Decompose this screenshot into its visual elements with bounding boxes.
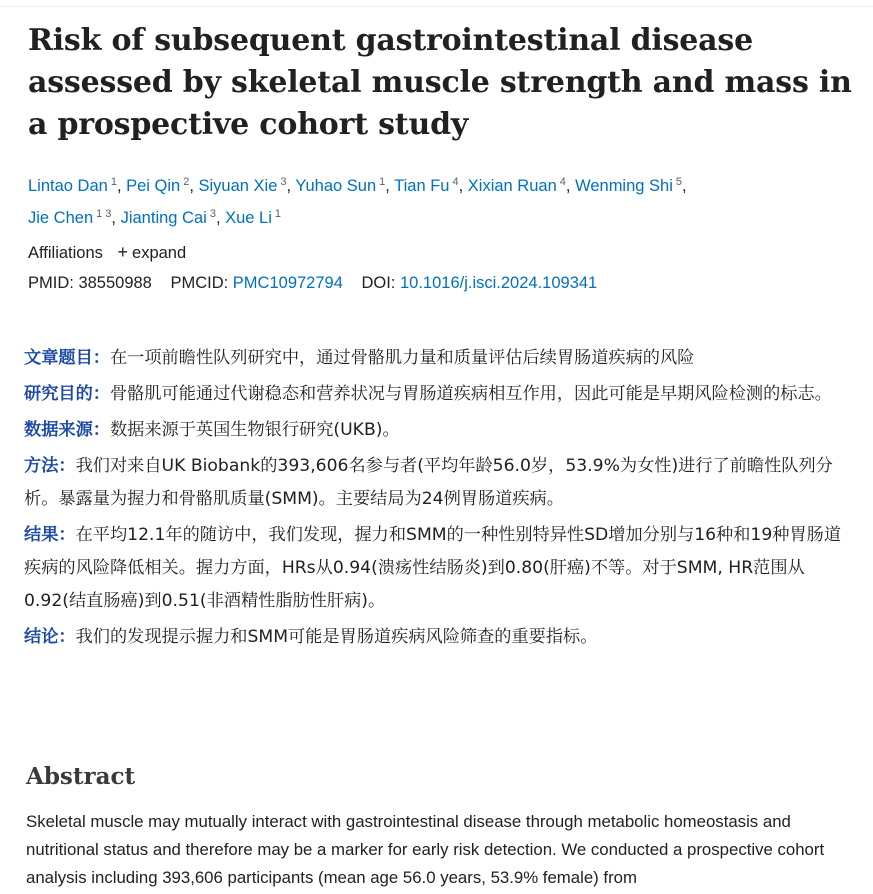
author-link[interactable]: Siyuan Xie bbox=[198, 177, 278, 195]
affiliations-row bbox=[28, 240, 186, 265]
pmcid-label: PMCID: bbox=[170, 274, 229, 292]
abstract-text: Skeletal muscle may mutually interact with gastrointestinal disease through metabolic homeostasis and nutritional status and therefore may be a marker for early risk detection. We conducted a prospective cohort analysis including 393,606 participants (mean age 56.0 years, 53.9% female) from bbox=[26, 812, 825, 887]
affiliations-label: Affiliations bbox=[28, 244, 103, 262]
summary-text: 我们的发现提示握力和SMM可能是胃肠道疾病风险筛查的重要指标。 bbox=[75, 627, 598, 647]
expand-label: expand bbox=[132, 244, 187, 262]
author-separator: , bbox=[111, 209, 121, 227]
author-list bbox=[28, 168, 848, 232]
identifiers-row bbox=[28, 271, 611, 295]
affiliation-number[interactable]: 1 3 bbox=[96, 208, 112, 220]
summary-text: 数据来源于英国生物银行研究(UKB)。 bbox=[109, 420, 400, 440]
author-separator: , bbox=[565, 177, 576, 195]
summary-title-paragraph bbox=[24, 342, 854, 375]
plus-icon: + bbox=[117, 242, 129, 262]
chinese-summary bbox=[24, 342, 854, 657]
expand-affiliations-button[interactable] bbox=[118, 244, 187, 262]
affiliation-number[interactable]: 4 bbox=[452, 176, 459, 188]
summary-label: 文章题目： bbox=[24, 348, 110, 368]
pmid-value: 38550988 bbox=[78, 274, 152, 292]
summary-purpose-paragraph bbox=[24, 378, 854, 411]
pmcid-group bbox=[170, 274, 347, 292]
doi-group bbox=[361, 274, 597, 292]
author-link[interactable]: Pei Qin bbox=[126, 177, 181, 195]
affiliation-number[interactable]: 5 bbox=[675, 176, 683, 188]
summary-label: 结论： bbox=[24, 627, 76, 647]
author-link[interactable]: Lintao Dan bbox=[28, 177, 108, 195]
summary-text: 我们对来自UK Biobank的393,606名参与者(平均年龄56.0岁，53.9%为女性)进行了前瞻性队列分析。暴露量为握力和骨骼肌质量(SMM)。主要结局为24例胃肠道疾病。 bbox=[24, 456, 833, 509]
summary-label: 研究目的： bbox=[24, 384, 110, 404]
doi-link[interactable]: 10.1016/j.isci.2024.109341 bbox=[399, 274, 598, 292]
summary-conclusion-paragraph bbox=[24, 621, 854, 654]
author-link[interactable]: Jianting Cai bbox=[120, 209, 207, 227]
summary-methods-paragraph bbox=[24, 450, 854, 516]
affiliation-number[interactable]: 1 bbox=[110, 176, 117, 188]
author-separator: , bbox=[458, 177, 468, 195]
affiliation-number[interactable]: 3 bbox=[280, 176, 287, 188]
author-separator: , bbox=[286, 177, 296, 195]
summary-label: 结果： bbox=[24, 525, 76, 545]
abstract-heading: Abstract bbox=[26, 763, 136, 790]
author-separator: , bbox=[189, 177, 199, 195]
author-separator: , bbox=[682, 177, 687, 195]
affiliation-number[interactable]: 4 bbox=[559, 176, 566, 188]
pmcid-link[interactable]: PMC10972794 bbox=[232, 274, 343, 292]
doi-label: DOI: bbox=[361, 274, 396, 292]
summary-text: 骨骼肌可能通过代谢稳态和营养状况与胃肠道疾病相互作用，因此可能是早期风险检测的标志。 bbox=[109, 384, 832, 404]
summary-results-paragraph bbox=[24, 519, 854, 618]
affiliation-number[interactable]: 1 bbox=[379, 176, 386, 188]
summary-source-paragraph bbox=[24, 414, 854, 447]
top-divider bbox=[0, 0, 873, 7]
pmid-group bbox=[28, 274, 156, 292]
pmid-label: PMID: bbox=[28, 274, 74, 292]
summary-label: 方法： bbox=[24, 456, 76, 476]
summary-text: 在一项前瞻性队列研究中，通过骨骼肌力量和质量评估后续胃肠道疾病的风险 bbox=[109, 348, 695, 368]
author-link[interactable]: Xixian Ruan bbox=[467, 177, 557, 195]
author-separator: , bbox=[215, 209, 226, 227]
author-link[interactable]: Wenming Shi bbox=[575, 177, 673, 195]
author-link[interactable]: Yuhao Sun bbox=[295, 177, 377, 195]
author-link[interactable]: Jie Chen bbox=[28, 209, 94, 227]
affiliation-number[interactable]: 3 bbox=[209, 208, 216, 220]
summary-text: 在平均12.1年的随访中，我们发现，握力和SMM的一种性别特异性SD增加分别与16种和19种胃肠道疾病的风险降低相关。握力方面，HRs从0.94(溃疡性结肠炎)到0.80(肝癌)不等。对于SMM, HR范围从0.92(结直肠癌)到0.51(非酒精性脂肪性肝病)。 bbox=[24, 525, 842, 611]
article-title: Risk of subsequent gastrointestinal disease assessed by skeletal muscle strength and mass in a prospective cohort study bbox=[28, 23, 852, 142]
summary-label: 数据来源： bbox=[24, 420, 110, 440]
author-separator: , bbox=[116, 177, 127, 195]
author-link[interactable]: Xue Li bbox=[225, 209, 272, 227]
author-separator: , bbox=[385, 177, 395, 195]
affiliation-number[interactable]: 1 bbox=[274, 208, 282, 220]
author-link[interactable]: Tian Fu bbox=[394, 177, 450, 195]
affiliation-number[interactable]: 2 bbox=[183, 176, 190, 188]
